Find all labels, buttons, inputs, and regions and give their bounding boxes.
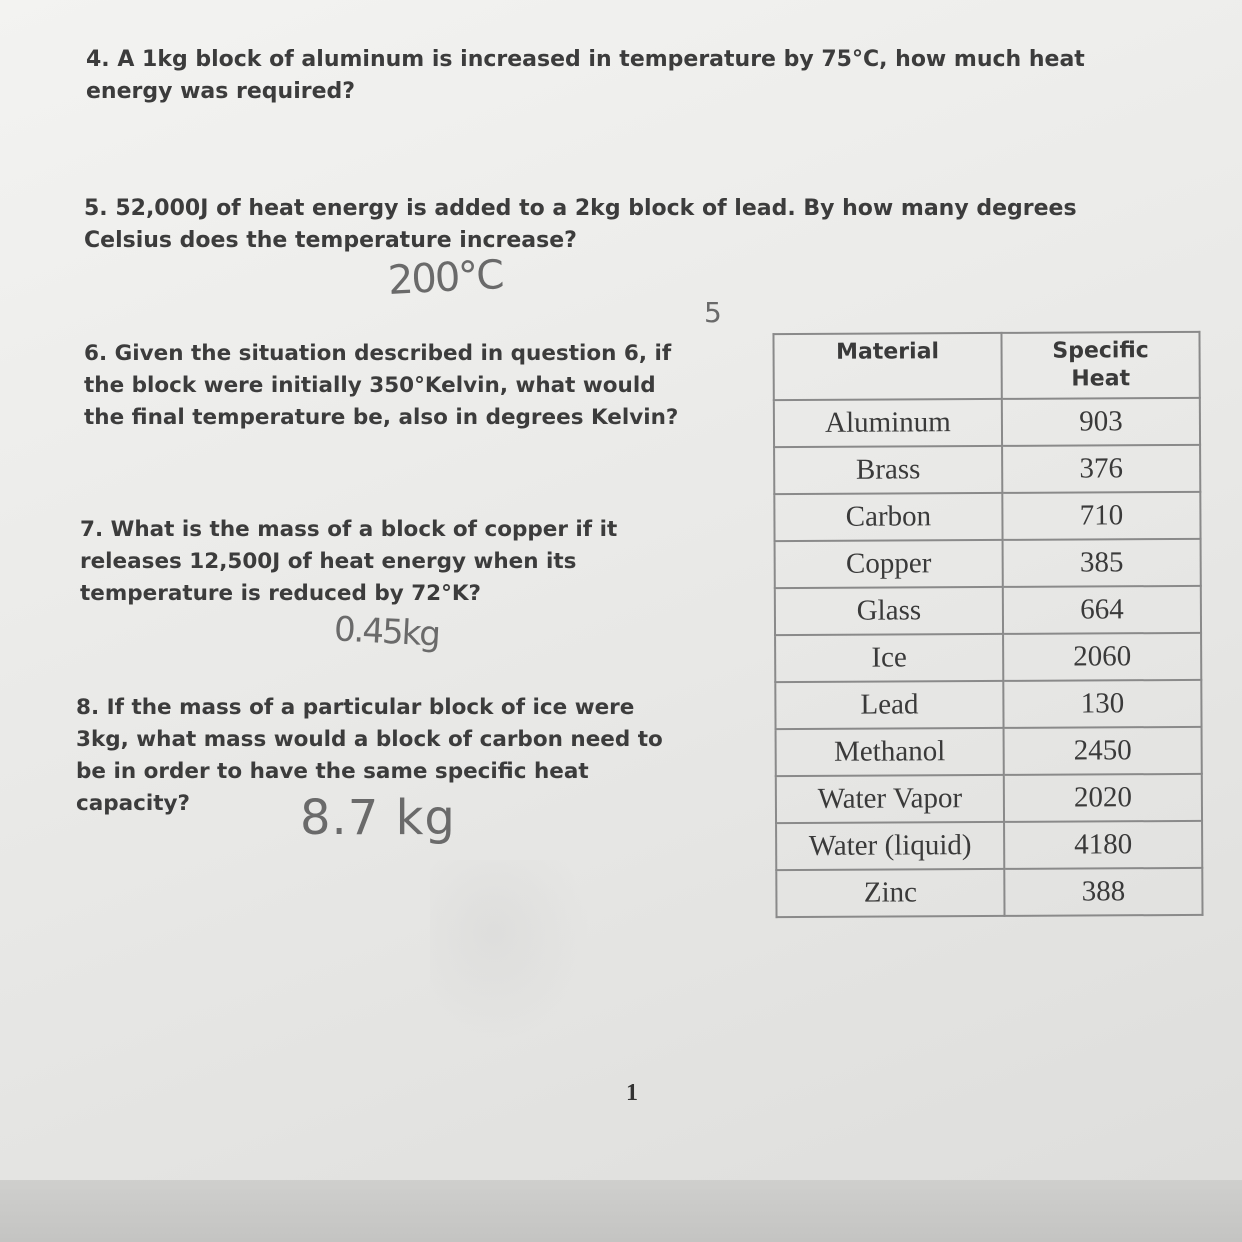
table-row <box>775 633 1201 682</box>
table-row <box>776 821 1202 870</box>
specific-heat-cell: 2060 <box>1003 633 1201 681</box>
specific-heat-cell: 710 <box>1002 492 1200 540</box>
question-5 <box>84 193 1077 257</box>
specific-heat-cell: 2020 <box>1004 774 1202 822</box>
material-cell: Zinc <box>776 869 1004 917</box>
table-row <box>776 774 1202 823</box>
table-row <box>776 868 1202 917</box>
question-7-line: 7. What is the mass of a block of copper if it <box>80 517 618 542</box>
table-header-row <box>773 332 1199 400</box>
question-4-line: energy was required? <box>86 79 356 104</box>
q8-handwritten-answer: 8.7 kg <box>300 790 456 846</box>
question-4-line: 4. A 1kg block of aluminum is increased in temperature by 75°C, how much heat <box>86 47 1085 72</box>
question-6-line: 6. Given the situation described in question 6, if <box>84 341 672 366</box>
table-row <box>774 445 1200 494</box>
specific-heat-cell: 385 <box>1003 539 1201 587</box>
material-cell: Aluminum <box>774 399 1002 447</box>
specific-heat-table <box>772 331 1203 918</box>
specific-heat-cell: 2450 <box>1004 727 1202 775</box>
table-row <box>775 586 1201 635</box>
material-header: Material <box>773 333 1001 400</box>
q5-handwritten-answer: 200°C <box>386 252 504 304</box>
question-7-line: releases 12,500J of heat energy when its <box>80 549 577 574</box>
material-cell: Water Vapor <box>776 775 1004 823</box>
table-row <box>775 680 1201 729</box>
specific-heat-cell: 376 <box>1002 445 1200 493</box>
material-cell: Brass <box>774 446 1002 494</box>
page-number: 1 <box>626 1080 638 1106</box>
specific-heat-cell: 130 <box>1003 680 1201 728</box>
question-6 <box>84 338 678 434</box>
material-cell: Glass <box>775 587 1003 635</box>
question-8-line: 8. If the mass of a particular block of ice were <box>76 695 635 720</box>
q7-handwritten-answer: 0.45kg <box>333 609 440 655</box>
material-cell: Carbon <box>774 493 1002 541</box>
question-8-line: be in order to have the same specific heat <box>76 759 589 784</box>
question-5-line: Celsius does the temperature increase? <box>84 228 577 253</box>
table-row <box>776 727 1202 776</box>
table-row <box>775 539 1201 588</box>
specific-heat-cell: 664 <box>1003 586 1201 634</box>
desk-surface <box>0 1180 1242 1242</box>
specific-heat-cell: 388 <box>1004 868 1202 916</box>
question-6-line: the block were initially 350°Kelvin, what would <box>84 373 656 398</box>
question-7-line: temperature is reduced by 72°K? <box>80 581 482 606</box>
specific-heat-cell: 903 <box>1002 398 1200 446</box>
material-cell: Copper <box>775 540 1003 588</box>
question-5-line: 5. 52,000J of heat energy is added to a 2kg block of lead. By how many degrees <box>84 196 1077 221</box>
question-4 <box>86 44 1085 108</box>
material-cell: Lead <box>775 681 1003 729</box>
material-cell: Ice <box>775 634 1003 682</box>
question-8-line: 3kg, what mass would a block of carbon need to <box>76 727 663 752</box>
table-row <box>774 398 1200 447</box>
table-row <box>774 492 1200 541</box>
material-cell: Water (liquid) <box>776 822 1004 870</box>
erased-pencil-marks <box>430 860 590 1040</box>
specific-heat-header: Specific Heat <box>1001 332 1199 399</box>
material-cell: Methanol <box>776 728 1004 776</box>
question-6-line: the final temperature be, also in degrees Kelvin? <box>84 405 679 430</box>
specific-heat-cell: 4180 <box>1004 821 1202 869</box>
question-8-line: capacity? <box>76 791 191 816</box>
q6-handwritten-correction: 5 <box>704 296 722 329</box>
question-7 <box>80 514 617 610</box>
